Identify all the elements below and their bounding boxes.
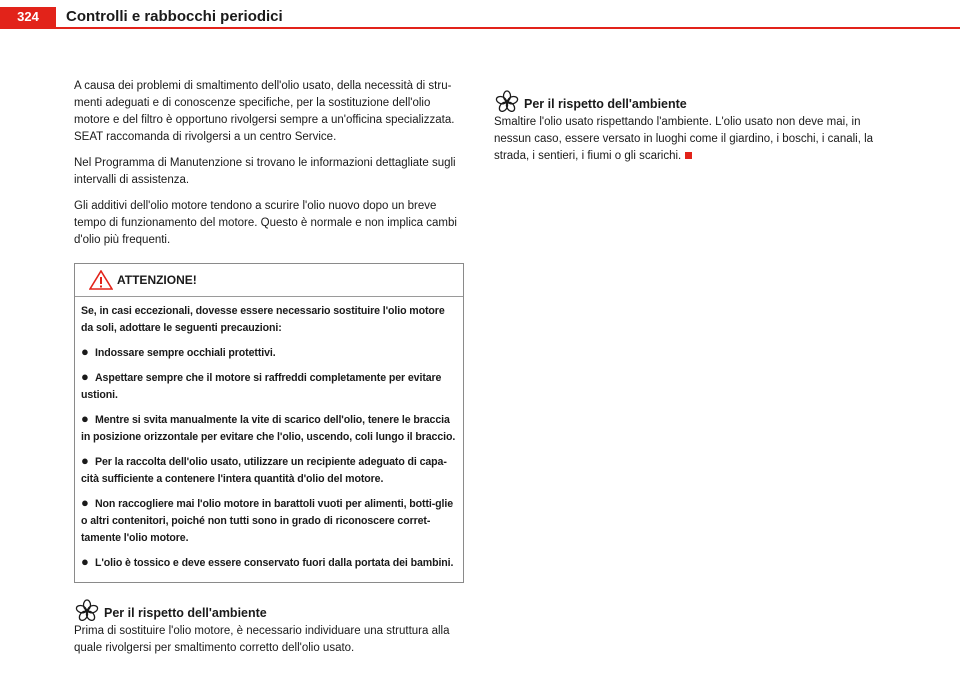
warning-header: [75, 264, 463, 297]
warning-body: [75, 297, 463, 582]
page-number: 324: [0, 7, 56, 27]
left-column: [74, 78, 464, 666]
environment-header: [74, 599, 464, 623]
warning-item: ● Per la raccolta dell'olio usato, utilizzare un recipiente adeguato di capa-cità sufficiente a contenere l'intera quantità d'olio del motore.: [81, 453, 447, 485]
right-column: [494, 90, 884, 174]
header-rule: [0, 27, 960, 29]
warning-item: ● L'olio è tossico e deve essere conservato fuori dalla portata dei bambini.: [81, 554, 454, 569]
bullet-icon: ●: [81, 369, 89, 384]
environment-title: Per il rispetto dell'ambiente: [524, 97, 687, 111]
environment-text: Smaltire l'olio usato rispettando l'ambiente. L'olio usato non deve mai, in nessun caso, essere versato in luoghi come il giardino, i boschi, i canali, la strada, i sentieri, i fiumi o gli scarichi.: [494, 116, 874, 162]
paragraph: Nel Programma di Manutenzione si trovano le informazioni dettagliate sugli intervalli di assistenza.: [74, 157, 456, 186]
warning-title: ATTENZIONE!: [117, 273, 197, 287]
bullet-icon: ●: [81, 411, 89, 426]
warning-item: ● Aspettare sempre che il motore si raffreddi completamente per evitare ustioni.: [81, 369, 442, 401]
bullet-icon: ●: [81, 344, 89, 359]
warning-triangle-icon: [89, 270, 113, 290]
bullet-icon: ●: [81, 554, 89, 569]
warning-intro: Se, in casi eccezionali, dovesse essere necessario sostituire l'olio motore da soli, adottare le seguenti precauzioni:: [81, 305, 445, 334]
paragraph: A causa dei problemi di smaltimento dell'olio usato, della necessità di stru-menti adeguati e di conoscenze specifiche, per la sostituzione dell'olio motore e del filtro è opportuno rivolgersi sempre a un'officina specializzata. SEAT raccomanda di rivolgersi a un centro Service.: [74, 80, 455, 143]
bullet-icon: ●: [81, 495, 89, 510]
end-mark: [685, 152, 692, 159]
warning-item: ● Indossare sempre occhiali protettivi.: [81, 344, 276, 359]
warning-box: [74, 263, 464, 583]
environment-text: Prima di sostituire l'olio motore, è necessario individuare una struttura alla quale rivolgersi per smaltimento corretto dell'olio usato.: [74, 625, 450, 654]
flower-icon: [74, 599, 100, 623]
environment-header: [494, 90, 884, 114]
environment-title: Per il rispetto dell'ambiente: [104, 606, 267, 620]
paragraph: Gli additivi dell'olio motore tendono a scurire l'olio nuovo dopo un breve tempo di funzionamento del motore. Questo è normale e non implica cambi d'olio più frequenti.: [74, 200, 457, 246]
flower-icon: [494, 90, 520, 114]
warning-item: ● Non raccogliere mai l'olio motore in barattoli vuoti per alimenti, botti-glie o altri contenitori, poiché non tutti sono in grado di riconoscere corret-tamente l'olio motore.: [81, 495, 453, 544]
bullet-icon: ●: [81, 453, 89, 468]
warning-item: ● Mentre si svita manualmente la vite di scarico dell'olio, tenere le braccia in posizione orizzontale per evitare che l'olio, uscendo, coli lungo il braccio.: [81, 411, 456, 443]
chapter-title: Controlli e rabbocchi periodici: [66, 8, 283, 25]
page-header: [0, 0, 960, 30]
